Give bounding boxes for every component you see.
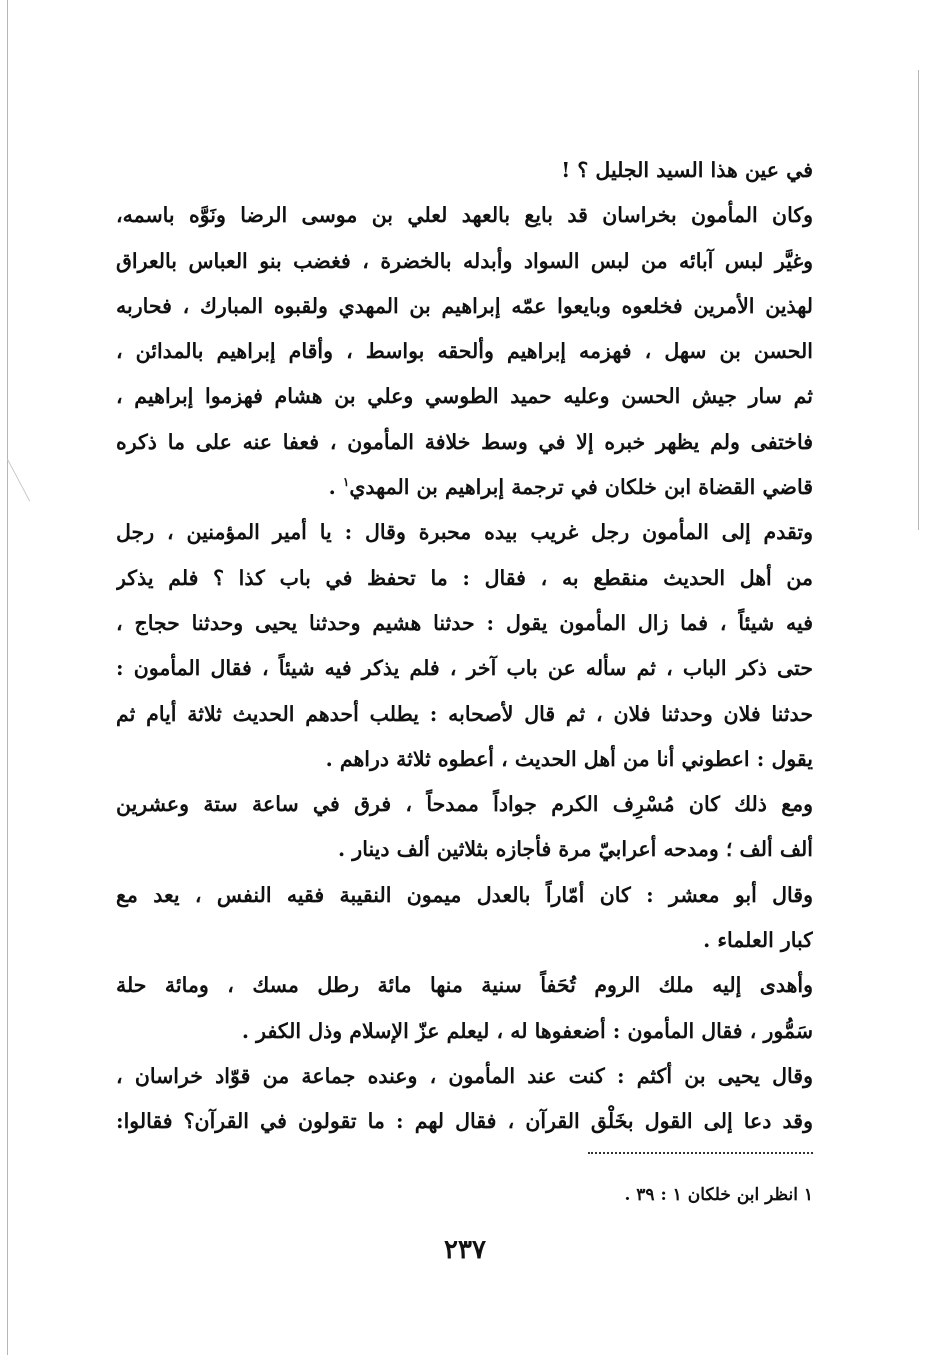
scan-edge-right (918, 70, 919, 530)
text-line: وغيَّر لبس آبائه من لبس السواد وأبدله بالخضرة ، فغضب بنو العباس بالعراق (116, 248, 813, 273)
text-line-with-footnote (116, 465, 813, 510)
text-line: في عين هذا السيد الجليل ؟ ! (561, 158, 813, 182)
line-end-period: . (328, 475, 343, 500)
text-line: سَمُّور ، فقال المأمون : أضعفوها له ، ليعلم عزّ الإسلام وذل الكفر . (241, 1018, 813, 1043)
text-line: فيه شيئاً ، فما زال المأمون يقول : حدثنا هشيم وحدثنا يحيى وحدثنا حجاج ، (116, 610, 813, 635)
text-line: كبار العلماء . (703, 928, 813, 953)
text-line: لهذين الأمرين فخلعوه وبايعوا عمّه إبراهيم بن المهدي ولقبوه المبارك ، فحاربه (116, 293, 813, 318)
text-line: قاضي القضاة ابن خلكان في ترجمة إبراهيم بن المهدي (349, 475, 813, 500)
text-line: وأهدى إليه ملك الروم تُحَفاً سنية منها مائة رطل مسك ، ومائة حلة (116, 973, 813, 998)
text-line: وقال أبو معشر : كان أمّاراً بالعدل ميمون النقيبة فقيه النفس ، يعد مع (116, 882, 813, 907)
text-line: وكان المأمون بخراسان قد بايع بالعهد لعلي بن موسى الرضا ونَوَّه باسمه، (116, 203, 813, 228)
text-line: حتى ذكر الباب ، ثم سأله عن باب آخر ، فلم يذكر فيه شيئاً ، فقال المأمون : (116, 656, 813, 681)
text-line: من أهل الحديث منقطع به ، فقال : ما تحفظ في باب كذا ؟ فلم يذكر (116, 565, 813, 590)
scan-edge-mark (7, 459, 30, 502)
text-line: الحسن بن سهل ، فهزمه إبراهيم وألحقه بواسط ، وأقام إبراهيم بالمدائن ، (116, 339, 813, 364)
footnote-marker: ١ (342, 475, 350, 490)
text-line: ومع ذلك كان مُسْرِف الكرم جواداً ممدحاً ، فرق في ساعة ستة وعشرين (116, 792, 813, 817)
text-line: حدثنا فلان وحدثنا فلان ، ثم قال لأصحابه : يطلب أحدهم الحديث ثلاثة أيام ثم (116, 701, 813, 726)
footnote: ١ انظر ابن خلكان ١ : ٣٩ . (624, 1185, 813, 1205)
footnote-separator (588, 1152, 813, 1154)
text-line: وتقدم إلى المأمون رجل غريب بيده محبرة وقال : يا أمير المؤمنين ، رجل (116, 520, 813, 545)
text-line: فاختفى ولم يظهر خبره إلا في وسط خلافة المأمون ، فعفا عنه على ما ذكره (116, 429, 813, 454)
text-line: وقال يحيى بن أكثم : كنت عند المأمون ، وعنده جماعة من قوّاد خراسان ، (116, 1063, 813, 1088)
text-line: يقول : اعطوني أنا من أهل الحديث ، أعطوه ثلاثة دراهم . (325, 746, 813, 771)
main-text (116, 148, 813, 1145)
text-line: ألف ألف ؛ ومدحه أعرابيّ مرة فأجازه بثلاثين ألف دينار . (338, 837, 813, 862)
text-line: ثم سار جيش الحسن وعليه حميد الطوسي وعلي بن هشام فهزموا إبراهيم ، (116, 384, 813, 409)
scan-edge-left (7, 0, 8, 1355)
page-number: ٢٣٧ (444, 1235, 486, 1265)
text-line: وقد دعا إلى القول بخَلْق القرآن ، فقال لهم : ما تقولون في القرآن؟ فقالوا: (116, 1109, 813, 1134)
